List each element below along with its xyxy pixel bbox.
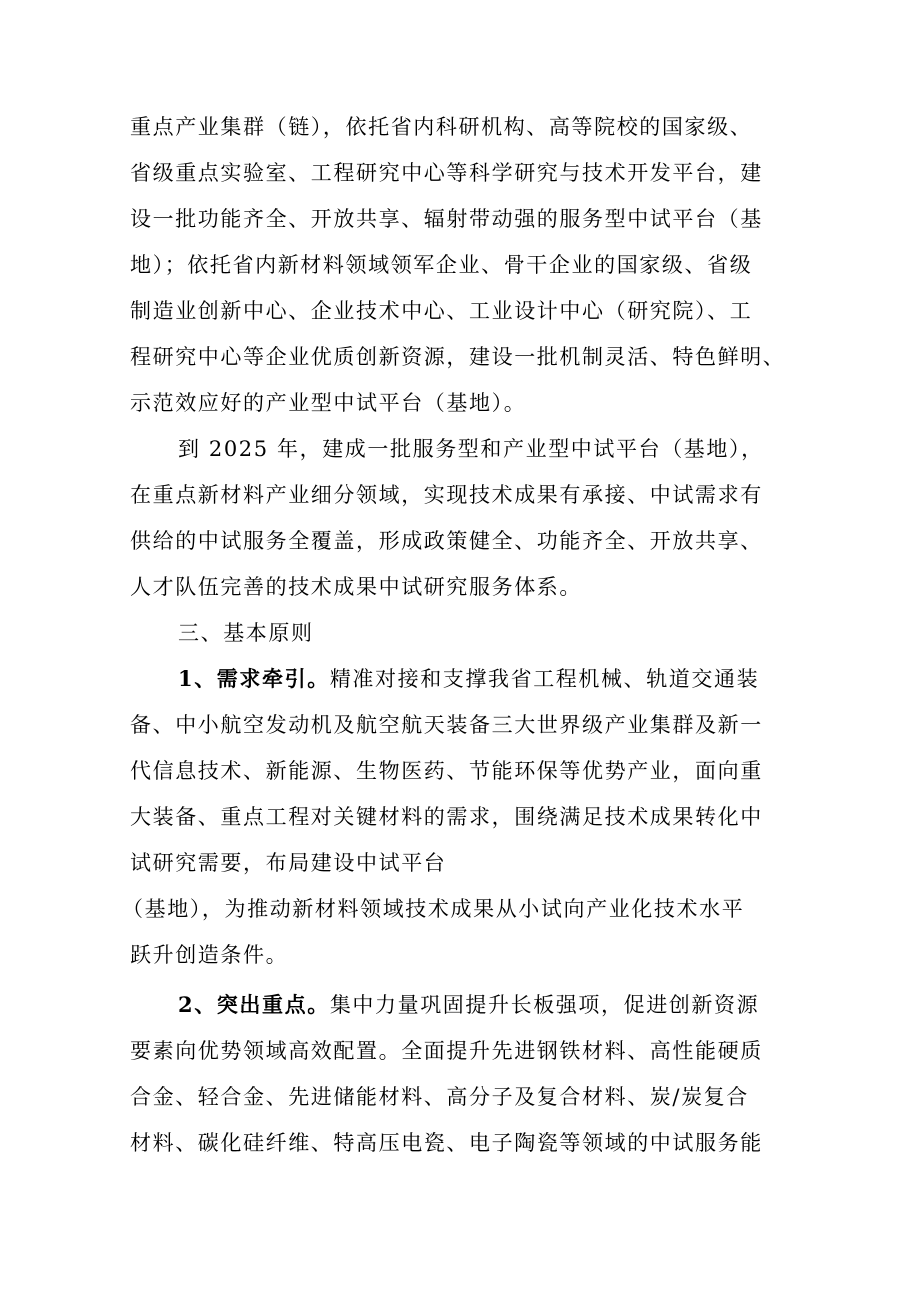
principle-1-first-line <box>178 664 759 694</box>
paragraph-2-line-4: 人才队伍完善的技术成果中试研究服务体系。 <box>130 575 582 599</box>
paragraph-1-line-2: 省级重点实验室、工程研究中心等科学研究与技术开发平台，建 <box>130 161 763 185</box>
principle-1-line-7: 跃升创造条件。 <box>130 943 289 967</box>
paragraph-2-line-1: 到 2025 年，建成一批服务型和产业型中试平台（基地）， <box>178 437 764 461</box>
principle-1-title: 1、需求牵引。 <box>178 666 330 691</box>
principle-1-line-4: 大装备、重点工程对关键材料的需求，围绕满足技术成果转化中 <box>130 805 763 829</box>
paragraph-1-line-7: 示范效应好的产业型中试平台（基地）。 <box>130 391 527 415</box>
principle-2-first-line-text: 集中力量巩固提升长板强项，促进创新资源 <box>329 993 760 1017</box>
principle-1-line-3: 代信息技术、新能源、生物医药、节能环保等优势产业，面向重 <box>130 759 763 783</box>
paragraph-1-line-3: 设一批功能齐全、开放共享、辐射带动强的服务型中试平台（基 <box>130 207 763 231</box>
section-heading: 三、基本原则 <box>178 621 314 645</box>
principle-1-line-6: （基地），为推动新材料领域技术成果从小试向产业化技术水平 <box>122 897 745 921</box>
paragraph-1-line-4: 地）；依托省内新材料领域领军企业、骨干企业的国家级、省级 <box>130 253 753 277</box>
principle-2-line-4: 材料、碳化硅纤维、特高压电瓷、电子陶瓷等领域的中试服务能 <box>130 1131 763 1155</box>
paragraph-1-line-1: 重点产业集群（链），依托省内科研机构、高等院校的国家级、 <box>130 115 753 139</box>
principle-1-line-5: 试研究需要，布局建设中试平台 <box>130 851 447 875</box>
paragraph-2-line-2: 在重点新材料产业细分领域，实现技术成果有承接、中试需求有 <box>130 483 763 507</box>
principle-1-line-2: 备、中小航空发动机及航空航天装备三大世界级产业集群及新一 <box>130 713 763 737</box>
paragraph-2-line-3: 供给的中试服务全覆盖，形成政策健全、功能齐全、开放共享、 <box>130 529 763 553</box>
principle-2-line-2: 要素向优势领域高效配置。全面提升先进钢铁材料、高性能硬质 <box>130 1039 763 1063</box>
principle-2-title: 2、突出重点。 <box>178 992 330 1017</box>
paragraph-1-line-6: 程研究中心等企业优质创新资源，建设一批机制灵活、特色鲜明、 <box>130 345 786 369</box>
principle-2-first-line <box>178 990 759 1020</box>
principle-2-line-3: 合金、轻合金、先进储能材料、高分子及复合材料、炭/炭复合 <box>130 1085 749 1109</box>
principle-1-first-line-text: 精准对接和支撑我省工程机械、轨道交通装 <box>329 667 760 691</box>
paragraph-1-line-5: 制造业创新中心、企业技术中心、工业设计中心（研究院）、工 <box>130 299 753 323</box>
